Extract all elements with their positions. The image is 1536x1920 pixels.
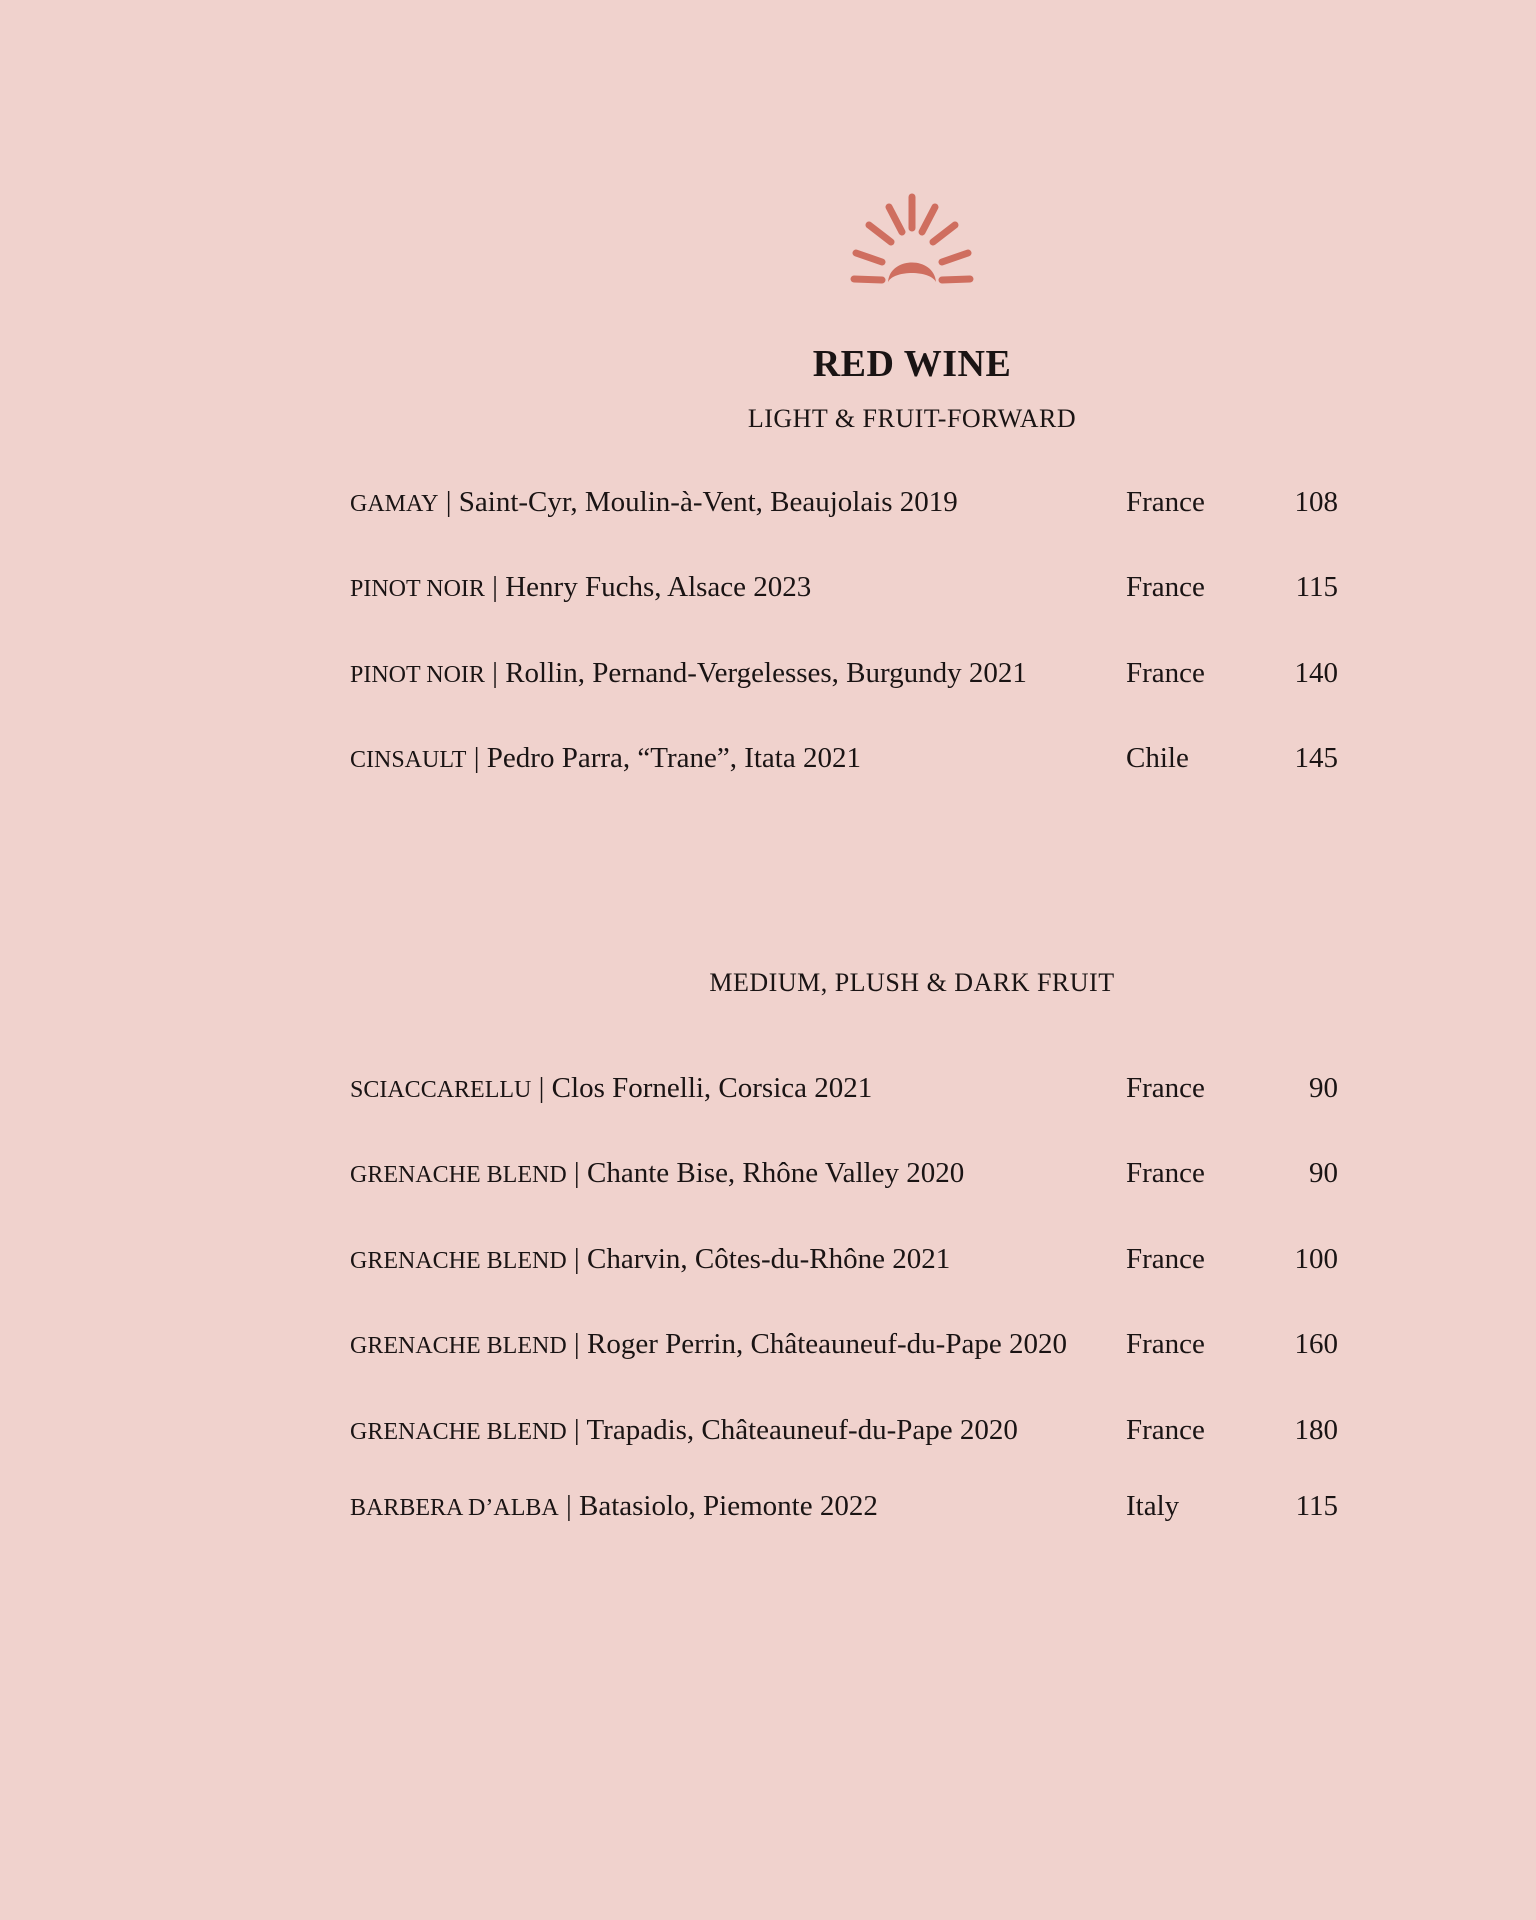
section-heading: LIGHT & FRUIT-FORWARD [747,404,1077,433]
separator: | [558,1490,579,1522]
wine-name: Rollin, Pernand-Vergelesses, Burgundy 2021 [505,657,1027,689]
wine-country: France [1126,1243,1205,1275]
wine-name: Saint-Cyr, Moulin-à-Vent, Beaujolais 2019 [458,486,958,518]
wine-name: Chante Bise, Rhône Valley 2020 [586,1157,965,1189]
wine-row [350,738,1338,778]
wine-row [350,1324,1338,1364]
wine-row [350,567,1338,607]
wine-row [350,1153,1338,1193]
separator: | [566,1328,587,1360]
grape-suffix: BLEND [486,1419,567,1445]
wine-price: 160 [1294,1328,1338,1360]
wine-name: Charvin, Côtes-du-Rhône 2021 [586,1243,951,1275]
wine-price: 145 [1294,742,1338,774]
grape-label: GRENACHE [350,1248,487,1274]
wine-name: Batasiolo, Piemonte 2022 [579,1490,878,1522]
wine-name: Trapadis, Châteauneuf-du-Pape 2020 [586,1414,1018,1446]
grape-label: GRENACHE [350,1419,487,1445]
wine-price: 90 [1309,1157,1338,1189]
separator: | [484,657,506,689]
wine-name: Henry Fuchs, Alsace 2023 [505,571,812,603]
separator: | [566,1243,587,1275]
separator: | [566,1414,587,1446]
rising-sun-icon [828,190,996,290]
page-title: RED WINE [812,343,1012,385]
wine-row [350,482,1338,522]
section-heading: MEDIUM, PLUSH & DARK FRUIT [709,968,1115,997]
grape-suffix: BLEND [486,1162,567,1188]
wine-name: Clos Fornelli, Corsica 2021 [551,1072,873,1104]
wine-country: France [1126,1157,1205,1189]
wine-row [350,1239,1338,1279]
grape-label: GRENACHE [350,1333,487,1359]
wine-price: 115 [1295,571,1338,603]
wine-country: France [1126,1414,1205,1446]
wine-row [350,653,1338,693]
grape-label: PINOT NOIR [350,576,485,602]
wine-country: France [1126,571,1205,603]
separator: | [438,486,459,518]
wine-name: Roger Perrin, Châteauneuf-du-Pape 2020 [586,1328,1067,1360]
wine-price: 90 [1309,1072,1338,1104]
wine-price: 100 [1294,1243,1338,1275]
wine-country: Italy [1126,1490,1180,1522]
wine-row [350,1410,1338,1450]
separator: | [566,1157,587,1189]
grape-label: GAMAY [350,491,439,517]
wine-country: France [1126,657,1205,689]
wine-name: Pedro Parra, “Trane”, Itata 2021 [486,742,861,774]
separator: | [484,571,506,603]
wine-country: France [1126,1328,1205,1360]
wine-row [350,1068,1338,1108]
wine-price: 180 [1294,1414,1338,1446]
grape-label: BARBERA D’ALBA [350,1495,559,1521]
wine-price: 108 [1294,486,1338,518]
wine-country: France [1126,1072,1205,1104]
separator: | [466,742,487,774]
separator: | [531,1072,552,1104]
grape-label: CINSAULT [350,747,467,773]
wine-row [350,1486,1338,1526]
grape-suffix: BLEND [486,1333,567,1359]
wine-price: 115 [1295,1490,1338,1522]
wine-country: France [1126,486,1205,518]
wine-country: Chile [1126,742,1189,774]
grape-suffix: BLEND [486,1248,567,1274]
grape-label: SCIACCARELLU [350,1077,532,1103]
wine-price: 140 [1294,657,1338,689]
grape-label: PINOT NOIR [350,662,485,688]
grape-label: GRENACHE [350,1162,487,1188]
